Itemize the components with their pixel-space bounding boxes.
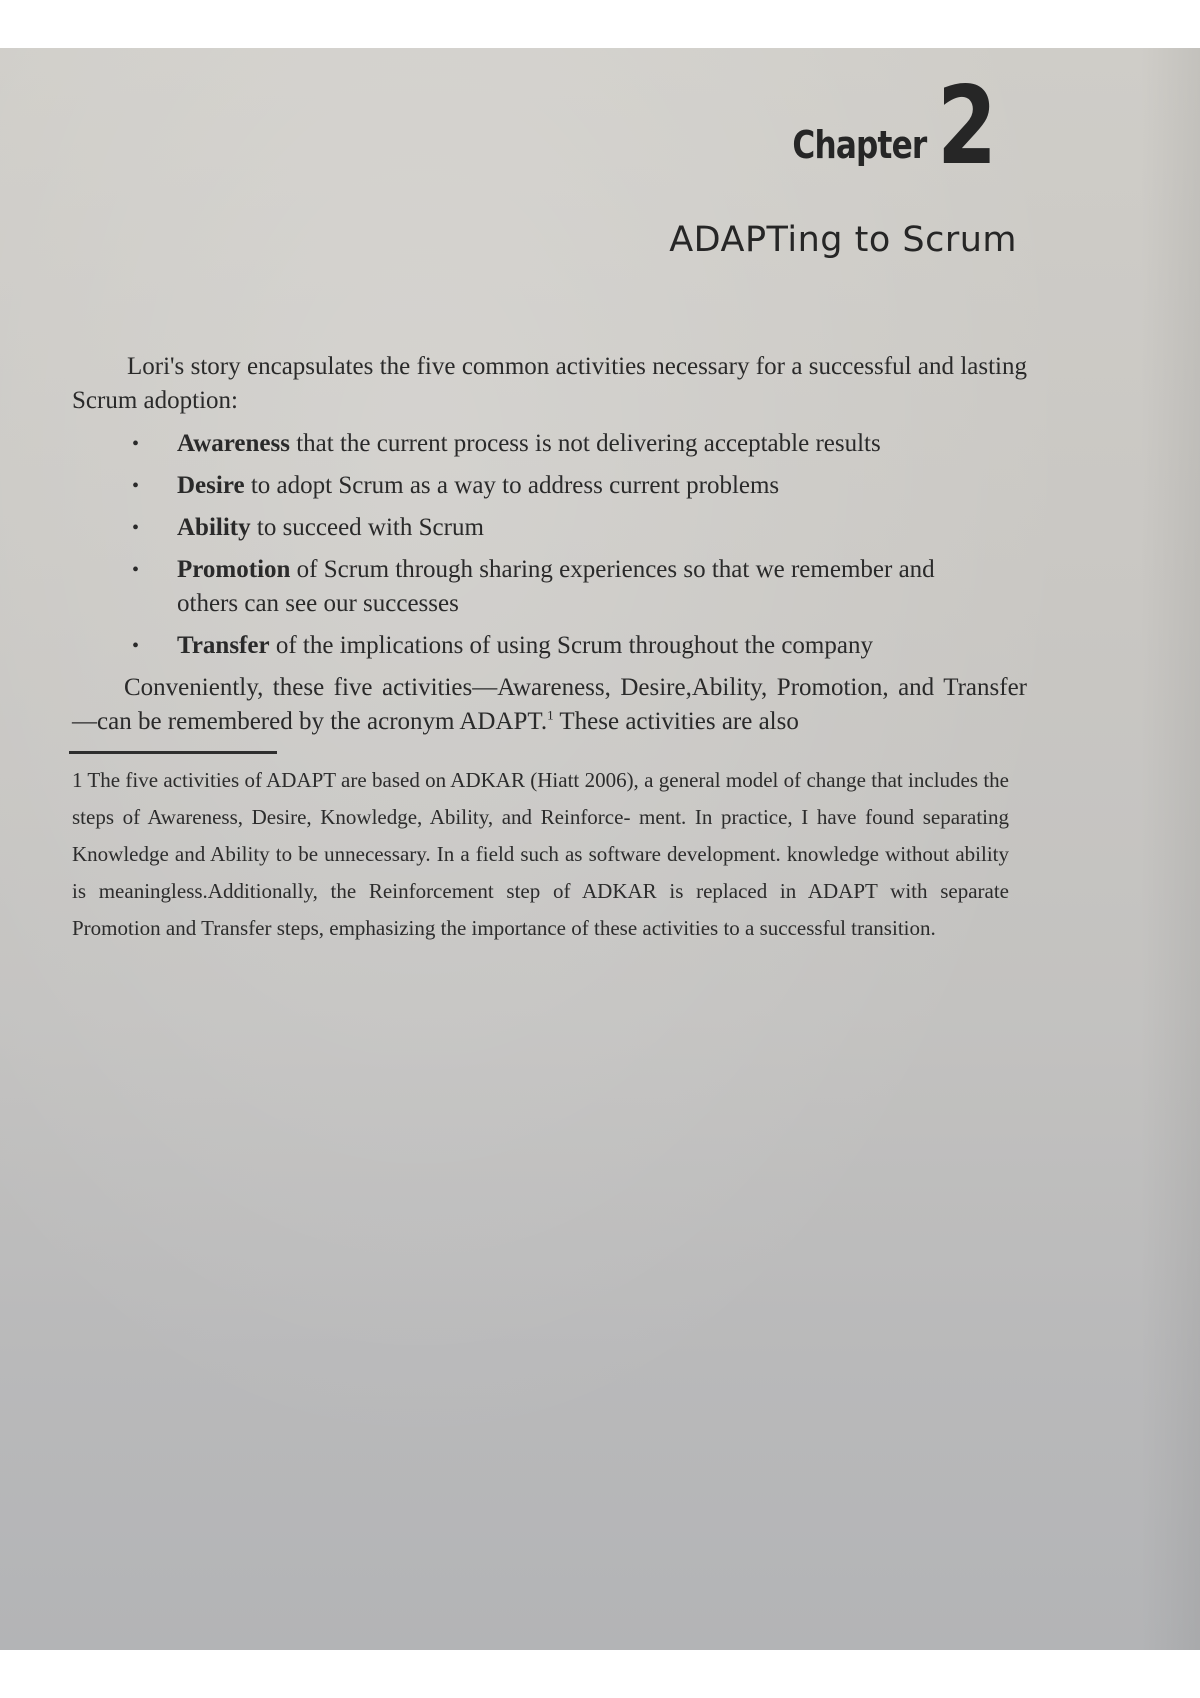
list-item-text	[177, 629, 1027, 663]
list-item	[132, 629, 1027, 663]
list-item-term: Ability	[177, 514, 251, 541]
chapter-heading	[763, 64, 1012, 189]
summary-text-end: These activities are also	[553, 708, 799, 735]
chapter-title: ADAPTing to Scrum	[669, 220, 1017, 260]
chapter-number: 2	[936, 64, 997, 189]
list-item-description: of the implications of using Scrum throughout the company	[269, 632, 873, 659]
bullet-icon: •	[132, 635, 140, 657]
list-item-text	[177, 511, 1027, 545]
list-item-text	[177, 553, 1027, 621]
page-photo	[0, 48, 1200, 1650]
intro-paragraph: Lori's story encapsulates the five common activities necessary for a successful and lasting Scrum adoption:	[72, 353, 1027, 414]
chapter-label: Chapter	[792, 123, 927, 168]
activity-list	[72, 427, 1027, 663]
footnote: 1 The five activities of ADAPT are based on ADKAR (Hiatt 2006), a general model of change that includes the steps of Awareness, Desire, Knowledge, Ability, and Reinforce- ment. In practice, I have found separating Knowledge and Ability to be unnecessary. In a field such as software development. knowledge without ability is meaningless.Additionally, the Reinforcement step of ADKAR is replaced in ADAPT with separate Promotion and Transfer steps, emphasizing the importance of these activities to a successful transition.	[72, 768, 1009, 940]
bullet-icon: •	[132, 475, 140, 497]
bullet-icon: •	[132, 433, 140, 455]
list-item-text	[177, 427, 1027, 461]
summary-paragraph	[72, 671, 1027, 739]
bullet-icon: •	[132, 517, 140, 539]
list-item	[132, 427, 1027, 461]
list-item-term: Transfer	[177, 632, 270, 659]
list-item	[132, 511, 1027, 545]
list-item	[132, 469, 1027, 503]
bullet-icon: •	[132, 559, 140, 581]
footnote-reference: 1	[547, 707, 554, 723]
list-item-description: of Scrum through sharing experiences so that we remember and others can see our successes	[177, 556, 935, 617]
list-item-term: Desire	[177, 472, 245, 499]
list-item-term: Awareness	[177, 430, 290, 457]
list-item-description: to succeed with Scrum	[250, 514, 484, 541]
list-item-description: to adopt Scrum as a way to address current problems	[244, 472, 780, 499]
body-text	[72, 350, 1027, 947]
list-item-description: that the current process is not delivering acceptable results	[289, 430, 881, 457]
footnote-divider	[69, 751, 277, 754]
list-item	[132, 553, 1027, 621]
list-item-text	[177, 469, 1027, 503]
summary-text: Conveniently, these five activities—Awareness, Desire,Ability, Promotion, and Transfer—can be remembered by the acronym ADAPT.	[72, 674, 1027, 735]
list-item-term: Promotion	[177, 556, 291, 583]
